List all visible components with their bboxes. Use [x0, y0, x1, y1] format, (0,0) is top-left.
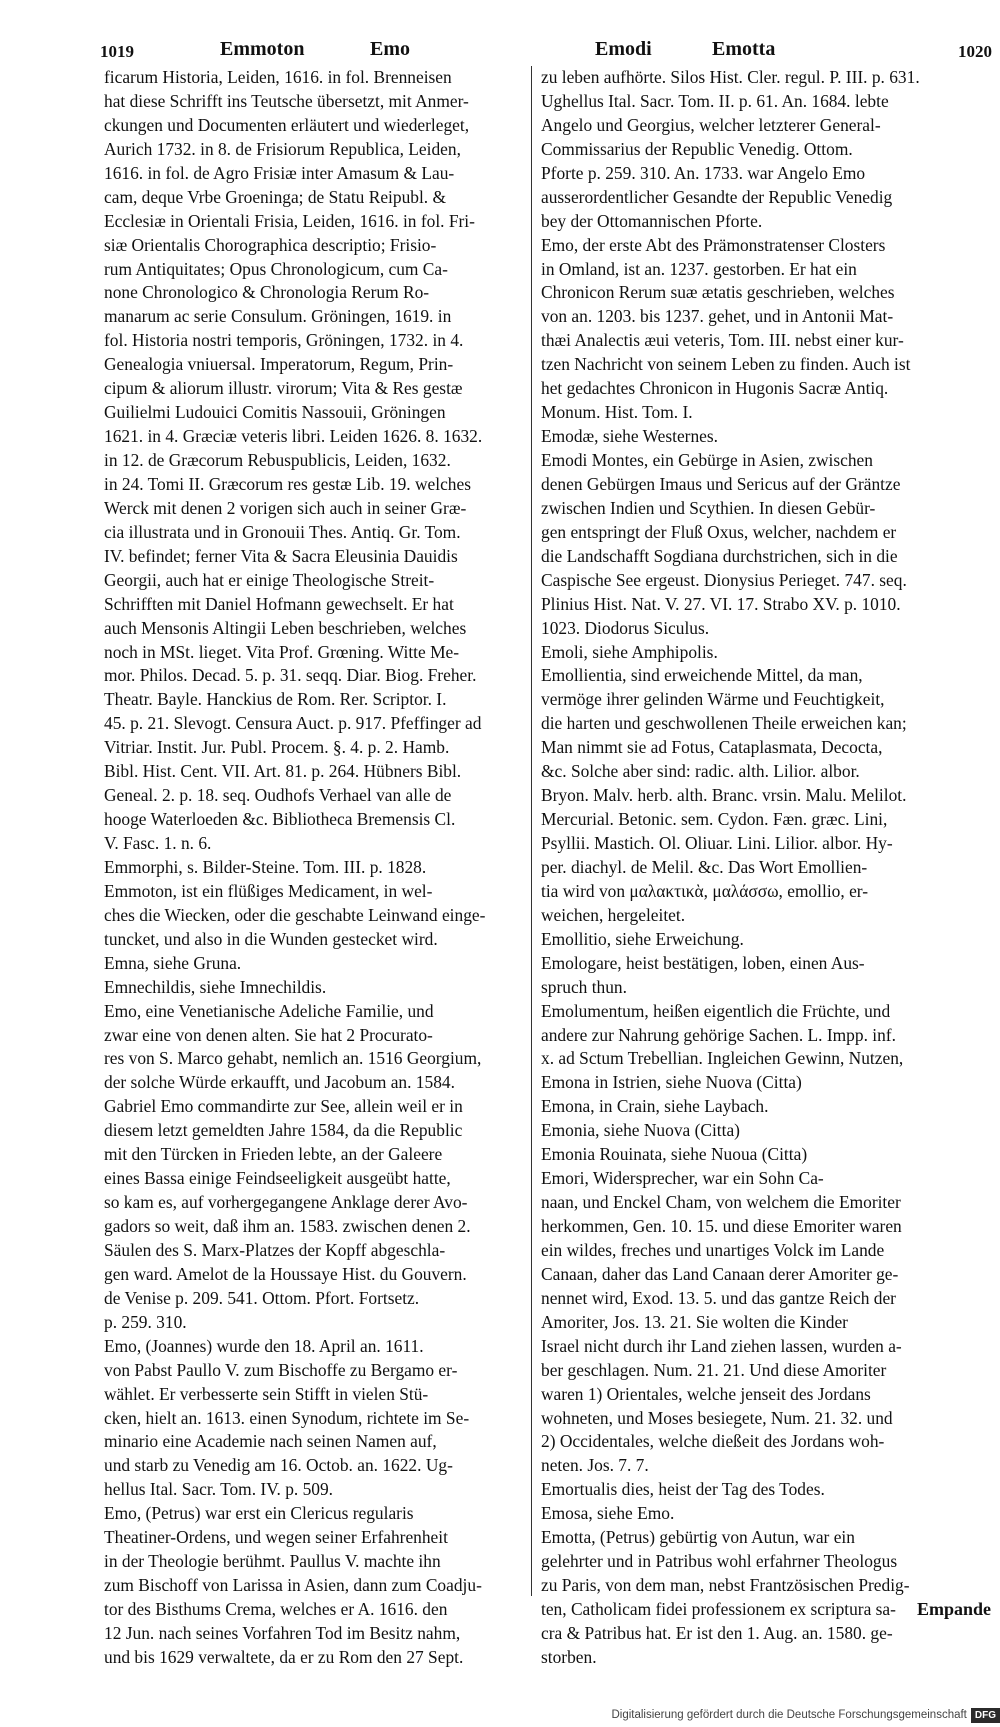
- left-column-line: gen ward. Amelot de la Houssaye Hist. du Gouvern.: [104, 1263, 467, 1284]
- left-column-line: fol. Historia nostri temporis, Gröningen, 1732. in 4.: [104, 330, 464, 351]
- left-column-line: auch Mensonis Altingii Leben beschrieben, welches: [104, 617, 467, 638]
- left-column-line: und bis 1629 verwaltete, da er zu Rom den 27 Sept.: [104, 1646, 464, 1667]
- right-column-line: nennet wird, Exod. 13. 5. und das gantze Reich der: [541, 1287, 896, 1308]
- right-column-line: ein wildes, freches und unartiges Volck im Lande: [541, 1239, 885, 1260]
- right-column-line: tia wird von μαλακτικὰ, μαλάσσω, emollio, er-: [541, 880, 869, 901]
- left-column-line: cam, deque Vrbe Groeninga; de Statu Reipubl. &: [104, 186, 447, 207]
- right-column-line: ber geschlagen. Num. 21. 21. Und diese Amoriter: [541, 1359, 887, 1380]
- right-column-line: Caspische See ergeust. Dionysius Perieget. 747. seq.: [541, 569, 907, 590]
- left-headword-2: Emo: [370, 38, 410, 60]
- left-column-line: Emo, (Joannes) wurde den 18. April an. 1611.: [104, 1335, 424, 1356]
- right-column-line: waren 1) Orientales, welche jenseit des Jordans: [541, 1383, 871, 1404]
- right-column-line: 1023. Diodorus Siculus.: [541, 617, 710, 638]
- right-column-line: cra & Patribus hat. Er ist den 1. Aug. an. 1580. ge-: [541, 1622, 893, 1643]
- right-column-line: het gedachtes Chronicon in Hugonis Sacræ Antiq.: [541, 378, 889, 399]
- right-column-line: Psyllii. Mastich. Ol. Oliuar. Lini. Lilior. albor. Hy-: [541, 833, 893, 853]
- left-column-line: diesem letzt gemeldten Jahre 1584, da die Republic: [104, 1120, 463, 1141]
- right-column-line: Chronicon Rerum suæ ætatis geschrieben, welches: [541, 282, 895, 303]
- left-column-line: zwar eine von denen alten. Sie hat 2 Procurato-: [104, 1024, 433, 1045]
- left-column-line: 1616. in fol. de Agro Frisiæ inter Amasum & Lau-: [104, 162, 455, 183]
- left-column-line: in der Theologie berühmt. Paullus V. machte ihn: [104, 1551, 441, 1572]
- right-column-line: Emona in Istrien, siehe Nuova (Citta): [541, 1072, 802, 1093]
- right-column-line: Man nimmt sie ad Fotus, Cataplasmata, Decocta,: [541, 737, 883, 758]
- right-headword-2: Emotta: [712, 38, 776, 60]
- digitization-footer: [611, 1703, 1000, 1727]
- left-column-line: noch in MSt. lieget. Vita Prof. Grœning. Witte Me-: [104, 641, 460, 662]
- left-column-line: Emnechildis, siehe Imnechildis.: [104, 976, 327, 997]
- left-column-line: Bibl. Hist. Cent. VII. Art. 81. p. 264. Hübners Bibl.: [104, 761, 462, 782]
- left-column-line: Genealogia vniuersal. Imperatorum, Regum, Prin-: [104, 354, 454, 375]
- left-text-column: [104, 66, 559, 1670]
- left-column-line: ficarum Historia, Leiden, 1616. in fol. Brenneisen: [104, 67, 452, 87]
- right-column-line: herkommen, Gen. 10. 15. und diese Emoriter waren: [541, 1216, 902, 1236]
- left-column-line: p. 259. 310.: [104, 1311, 187, 1332]
- right-column-line: naan, und Enckel Cham, von welchem die Emoriter: [541, 1192, 901, 1213]
- left-column-line: Georgii, auch hat er einige Theologische Streit-: [104, 569, 435, 590]
- left-column-line: so kam es, auf vorhergegangene Anklage derer Avo-: [104, 1192, 468, 1213]
- right-column-line: thæi Analectis æui veteris, Tom. III. nebst einer kur-: [541, 330, 904, 351]
- right-column-line: tzen Nachricht von seinem Leben zu finden. Auch ist: [541, 354, 911, 375]
- left-column-line: Emo, (Petrus) war erst ein Clericus regularis: [104, 1503, 414, 1524]
- right-column-line: 2) Occidentales, welche dießeit des Jordans woh-: [541, 1431, 885, 1452]
- dfg-logo: DFG: [971, 1708, 1000, 1723]
- left-column-line: mor. Philos. Decad. 5. p. 31. seqq. Diar. Biog. Freher.: [104, 665, 477, 686]
- left-column-line: der solche Würde erkaufft, und Jacobum an. 1584.: [104, 1072, 455, 1093]
- right-column-line: storben.: [541, 1646, 597, 1667]
- left-column-line: de Venise p. 209. 541. Ottom. Pfort. Fortsetz.: [104, 1287, 420, 1308]
- left-column-line: 45. p. 21. Slevogt. Censura Auct. p. 917. Pfeffinger ad: [104, 713, 482, 734]
- right-column-line: Israel nicht durch ihr Land ziehen lassen, wurden a-: [541, 1335, 902, 1356]
- right-column-line: zu Paris, von dem man, nebst Frantzösischen Predig-: [541, 1575, 910, 1596]
- right-column-line: gen entspringt der Fluß Oxus, welcher, nachdem er: [541, 521, 897, 542]
- right-column-line: Monum. Hist. Tom. I.: [541, 402, 693, 423]
- left-column-line: Vitriar. Instit. Jur. Publ. Procem. §. 4. p. 2. Hamb.: [104, 737, 450, 758]
- left-column-line: minario eine Academie nach seinen Namen auf,: [104, 1431, 437, 1452]
- right-column-line: ausserordentlicher Gesandte der Republic Venedig: [541, 186, 893, 207]
- left-column-line: Schrifften mit Daniel Hofmann gewechselt. Er hat: [104, 593, 454, 614]
- right-column-line: Emosa, siehe Emo.: [541, 1503, 675, 1524]
- right-column-line: wohneten, und Moses besiegete, Num. 21. 32. und: [541, 1407, 893, 1428]
- right-column-line: von an. 1203. bis 1237. gehet, und in Antonii Mat-: [541, 306, 894, 327]
- column-divider: [531, 66, 532, 1596]
- left-column-line: cipum & aliorum illustr. virorum; Vita & Res gestæ: [104, 378, 463, 399]
- right-column-line: &c. Solche aber sind: radic. alth. Lilior. albor.: [541, 761, 860, 782]
- right-column-line: Ughellus Ital. Sacr. Tom. II. p. 61. An. 1684. lebte: [541, 90, 889, 111]
- left-column-line: Emo, eine Venetianische Adeliche Familie, und: [104, 1000, 434, 1021]
- right-column-line: x. ad Sctum Trebellian. Ingleichen Gewinn, Nutzen,: [541, 1048, 904, 1069]
- right-headword-1: Emodi: [595, 38, 652, 60]
- left-column-line: tuncket, und also in die Wunden gestecket wird.: [104, 928, 438, 949]
- right-column-line: zwischen Indien und Scythien. In diesen Gebür-: [541, 497, 876, 518]
- right-column-line: denen Gebürgen Imaus und Sericus auf der Gräntze: [541, 473, 901, 494]
- left-column-line: Aurich 1732. in 8. de Frisiorum Republica, Leiden,: [104, 138, 461, 159]
- right-column-line: ten, Catholicam fidei professionem ex scriptura sa-: [541, 1599, 896, 1619]
- left-column-line: wählet. Er verbesserte sein Stifft in vielen Stü-: [104, 1383, 429, 1404]
- right-column-line: die Landschafft Sogdiana durchstrichen, sich in die: [541, 545, 898, 566]
- left-column-line: hat diese Schrifft ins Teutsche übersetzt, mit Anmer-: [104, 90, 469, 111]
- left-column-line: cia illustrata und in Gronouii Thes. Antiq. Gr. Tom.: [104, 521, 461, 542]
- running-header: [100, 32, 1000, 66]
- right-column-line: Angelo und Georgius, welcher letzterer General-: [541, 114, 881, 135]
- right-column-line: Emo, der erste Abt des Prämonstratenser Closters: [541, 234, 886, 255]
- left-column-line: gadors so weit, daß ihm an. 1583. zwischen denen 2.: [104, 1216, 471, 1236]
- left-column-line: in 24. Tomi II. Græcorum res gestæ Lib. 19. welches: [104, 473, 471, 494]
- left-column-line: V. Fasc. 1. n. 6.: [104, 833, 212, 853]
- right-column-line: vermöge ihrer gelinden Wärme und Feuchtigkeit,: [541, 689, 885, 710]
- footer-credit-text: Digitalisierung gefördert durch die Deutsche Forschungsgemeinschaft: [611, 1709, 967, 1721]
- right-column-line: Mercurial. Betonic. sem. Cydon. Fæn. græc. Lini,: [541, 809, 888, 830]
- right-column-line: Bryon. Malv. herb. alth. Branc. vrsin. Malu. Melilot.: [541, 785, 907, 806]
- right-column-line: Emonia Rouinata, siehe Nuoua (Citta): [541, 1144, 808, 1165]
- left-column-line: 1621. in 4. Græciæ veteris libri. Leiden 1626. 8. 1632.: [104, 426, 483, 447]
- left-column-line: rum Antiquitates; Opus Chronologicum, cum Ca-: [104, 258, 448, 279]
- left-column-line: ches die Wiecken, oder die geschabte Leinwand einge-: [104, 904, 486, 925]
- right-text-column: [541, 66, 996, 1670]
- right-column-line: spruch thun.: [541, 976, 627, 997]
- right-column-line: Emodæ, siehe Westernes.: [541, 426, 718, 447]
- left-column-line: Theatiner-Ordens, und wegen seiner Erfahrenheit: [104, 1527, 448, 1548]
- left-column-line: none Chronologico & Chronologia Rerum Ro-: [104, 282, 430, 303]
- left-column-line: zum Bischoff von Larissa in Asien, dann zum Coadju-: [104, 1575, 482, 1596]
- left-column-line: Säulen des S. Marx-Platzes der Kopff abgeschla-: [104, 1239, 446, 1260]
- left-column-line: tor des Bisthums Crema, welches er A. 1616. den: [104, 1599, 448, 1619]
- left-column-line: Emna, siehe Gruna.: [104, 952, 242, 973]
- left-column-line: siæ Orientalis Chorographica descriptio; Frisio-: [104, 234, 437, 255]
- catchword: Empande: [916, 1599, 991, 1619]
- right-column-line: gelehrter und in Patribus wohl erfahrner Theologus: [541, 1551, 898, 1572]
- right-column-line: Emolumentum, heißen eigentlich die Früchte, und: [541, 1000, 891, 1021]
- right-column-line: andere zur Nahrung gehörige Sachen. L. Impp. inf.: [541, 1024, 896, 1045]
- left-column-line: Gabriel Emo commandirte zur See, allein weil er in: [104, 1096, 463, 1117]
- left-column-line: 12 Jun. nach seines Vorfahren Tod im Besitz nahm,: [104, 1622, 461, 1643]
- right-column-line: Pforte p. 259. 310. An. 1733. war Angelo Emo: [541, 162, 866, 183]
- left-column-line: hooge Waterloeden &c. Bibliotheca Bremensis Cl.: [104, 809, 456, 830]
- right-column-line: Commissarius der Republic Venedig. Ottom.: [541, 138, 853, 159]
- left-column-line: res von S. Marco gehabt, nemlich an. 1516 Georgium,: [104, 1048, 482, 1069]
- right-column-line: Emotta, (Petrus) gebürtig von Autun, war ein: [541, 1527, 855, 1548]
- right-column-line: Canaan, daher das Land Canaan derer Amoriter ge-: [541, 1263, 899, 1284]
- left-column-line: Ecclesiæ in Orientali Frisia, Leiden, 1616. in fol. Fri-: [104, 210, 475, 231]
- left-column-line: IV. befindet; ferner Vita & Sacra Eleusinia Dauidis: [104, 545, 458, 566]
- right-column-line: weichen, hergeleitet.: [541, 904, 686, 925]
- left-column-line: ckungen und Documenten erläutert und wiederleget,: [104, 114, 470, 135]
- left-column-line: Emmorphi, s. Bilder-Steine. Tom. III. p. 1828.: [104, 856, 427, 877]
- left-column-line: eines Bassa einige Feindseeligkeit ausgeübt hatte,: [104, 1168, 451, 1189]
- left-headword-1: Emmoton: [220, 38, 305, 60]
- left-column-line: Werck mit denen 2 vorigen sich auch in seiner Græ-: [104, 497, 467, 518]
- right-column-line: Emona, in Crain, siehe Laybach.: [541, 1096, 769, 1117]
- left-page-number: 1019: [100, 42, 134, 61]
- right-column-line: Emodi Montes, ein Gebürge in Asien, zwischen: [541, 450, 873, 470]
- right-column-line: Amoriter, Jos. 13. 21. Sie wolten die Kinder: [541, 1311, 848, 1332]
- right-column-line: Emonia, siehe Nuova (Citta): [541, 1120, 740, 1141]
- right-column-line: neten. Jos. 7. 7.: [541, 1455, 649, 1476]
- right-column-line: Emollientia, sind erweichende Mittel, da man,: [541, 665, 863, 686]
- left-column-line: Geneal. 2. p. 18. seq. Oudhofs Verhael van alle de: [104, 785, 452, 806]
- right-column-line: Plinius Hist. Nat. V. 27. VI. 17. Strabo XV. p. 1010.: [541, 593, 901, 614]
- right-column-line: Emologare, heist bestätigen, loben, einen Aus-: [541, 952, 865, 973]
- left-column-line: Theatr. Bayle. Hanckius de Rom. Rer. Scriptor. I.: [104, 689, 447, 710]
- right-column-line: in Omland, ist an. 1237. gestorben. Er hat ein: [541, 258, 857, 279]
- right-column-line: Emollitio, siehe Erweichung.: [541, 928, 744, 949]
- left-column-line: cken, hielt an. 1613. einen Synodum, richtete im Se-: [104, 1407, 470, 1428]
- left-column-line: und starb zu Venedig am 16. Octob. an. 1622. Ug-: [104, 1455, 453, 1476]
- left-column-line: mit den Türcken in Frieden lebte, an der Galeere: [104, 1144, 443, 1165]
- right-column-line: Emori, Widersprecher, war ein Sohn Ca-: [541, 1168, 824, 1189]
- right-column-line: zu leben aufhörte. Silos Hist. Cler. regul. P. III. p. 631.: [541, 67, 920, 87]
- right-column-line: per. diachyl. de Melil. &c. Das Wort Emollien-: [541, 856, 868, 877]
- right-page-number: 1020: [958, 42, 992, 61]
- left-column-line: Emmoton, ist ein flüßiges Medicament, in wel-: [104, 880, 433, 901]
- left-column-line: in 12. de Græcorum Rebuspublicis, Leiden, 1632.: [104, 450, 451, 470]
- right-column-line: Emoli, siehe Amphipolis.: [541, 641, 718, 662]
- left-column-line: hellus Ital. Sacr. Tom. IV. p. 509.: [104, 1479, 334, 1500]
- left-column-line: Guilielmi Ludouici Comitis Nassouii, Gröningen: [104, 402, 446, 423]
- left-column-line: manarum ac serie Consulum. Gröningen, 1619. in: [104, 306, 452, 327]
- left-column-line: von Pabst Paullo V. zum Bischoffe zu Bergamo er-: [104, 1359, 458, 1380]
- right-column-line: Emortualis dies, heist der Tag des Todes.: [541, 1479, 825, 1500]
- right-column-line: bey der Ottomannischen Pforte.: [541, 210, 763, 231]
- right-column-line: die harten und geschwollenen Theile erweichen kan;: [541, 713, 907, 734]
